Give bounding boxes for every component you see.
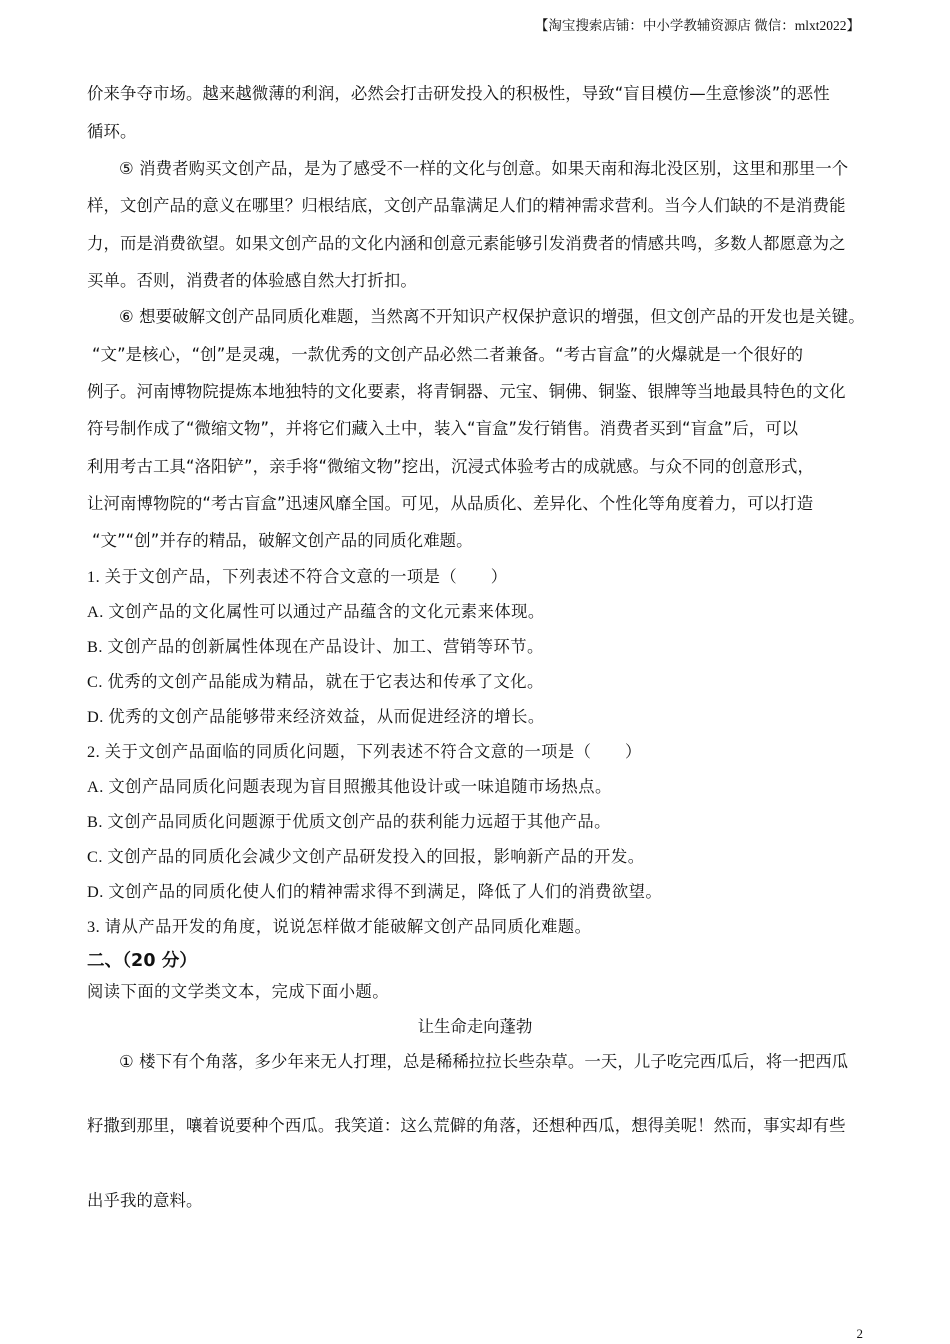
passage-line: 循环。 — [87, 122, 137, 141]
question-2-stem: 2. 关于文创产品面临的同质化问题，下列表述不符合文意的一项是（ ） — [87, 742, 642, 761]
passage-line: 价来争夺市场。越来越微薄的利润，必然会打击研发投入的积极性，导致“盲目模仿—生意惨淡”的恶性 — [87, 84, 830, 103]
section-2-instruction: 阅读下面的文学类文本，完成下面小题。 — [87, 982, 390, 1001]
question-1-option-b: B. 文创产品的创新属性体现在产品设计、加工、营销等环节。 — [87, 637, 544, 656]
question-2-option-c: C. 文创产品的同质化会减少文创产品研发投入的回报，影响新产品的开发。 — [87, 847, 645, 866]
passage-line: 力，而是消费欲望。如果文创产品的文化内涵和创意元素能够引发消费者的情感共鸣，多数人都愿意为之 — [87, 234, 846, 253]
passage-line: 出乎我的意料。 — [87, 1191, 203, 1210]
passage-line: 利用考古工具“洛阳铲”，亲手将“微缩文物”挖出，沉浸式体验考古的成就感。与众不同的创意形式， — [87, 457, 814, 476]
paragraph-5-start: ⑤ 消费者购买文创产品，是为了感受不一样的文化与创意。如果天南和海北没区别，这里和那里一个 — [119, 159, 849, 178]
passage-line: “文”是核心，“创”是灵魂，一款优秀的文创产品必然二者兼备。“考古盲盒”的火爆就是一个很好的 — [92, 345, 804, 364]
question-1-option-d: D. 优秀的文创产品能够带来经济效益，从而促进经济的增长。 — [87, 707, 545, 726]
passage-line: 符号制作成了“微缩文物”，并将它们藏入土中，装入“盲盒”发行销售。消费者买到“盲盒”后，可以 — [87, 419, 799, 438]
passage-title: 让生命走向蓬勃 — [417, 1017, 533, 1036]
question-2-option-b: B. 文创产品同质化问题源于优质文创产品的获利能力远超于其他产品。 — [87, 812, 611, 831]
passage-line: “文”“创”并存的精品，破解文创产品的同质化难题。 — [92, 531, 473, 550]
question-2-option-d: D. 文创产品的同质化使人们的精神需求得不到满足，降低了人们的消费欲望。 — [87, 882, 663, 901]
passage-line: 例子。河南博物院提炼本地独特的文化要素，将青铜器、元宝、铜佛、铜鉴、银牌等当地最具特色的文化 — [87, 382, 846, 401]
passage-line: 买单。否则，消费者的体验感自然大打折扣。 — [87, 271, 417, 290]
question-1-option-c: C. 优秀的文创产品能成为精品，就在于它表达和传承了文化。 — [87, 672, 544, 691]
passage-line: 籽撒到那里，嚷着说要种个西瓜。我笑道：这么荒僻的角落，还想种西瓜，想得美呢！然而，事实却有些 — [87, 1116, 846, 1135]
question-2-option-a: A. 文创产品同质化问题表现为盲目照搬其他设计或一味追随市场热点。 — [87, 777, 612, 796]
passage-line: 样，文创产品的意义在哪里？归根结底，文创产品靠满足人们的精神需求营利。当今人们缺的不是消费能 — [87, 196, 846, 215]
passage-line: 让河南博物院的“考古盲盒”迅速风靡全国。可见，从品质化、差异化、个性化等角度着力，可以打造 — [87, 494, 814, 513]
question-3-stem: 3. 请从产品开发的角度，说说怎样做才能破解文创产品同质化难题。 — [87, 917, 592, 936]
page-number: 2 — [856, 1326, 863, 1341]
question-1-option-a: A. 文创产品的文化属性可以通过产品蕴含的文化元素来体现。 — [87, 602, 545, 621]
paragraph-6-start: ⑥ 想要破解文创产品同质化难题，当然离不开知识产权保护意识的增强，但文创产品的开发也是关键。 — [119, 307, 865, 326]
paragraph-1-start: ① 楼下有个角落，多少年来无人打理，总是稀稀拉拉长些杂草。一天，儿子吃完西瓜后，将一把西瓜 — [119, 1052, 849, 1071]
question-1-stem: 1. 关于文创产品，下列表述不符合文意的一项是（ ） — [87, 567, 508, 586]
section-2-heading: 二、（20 分） — [87, 951, 197, 971]
page-header: 【淘宝搜索店铺：中小学教辅资源店 微信：mlxt2022】 — [534, 18, 860, 33]
